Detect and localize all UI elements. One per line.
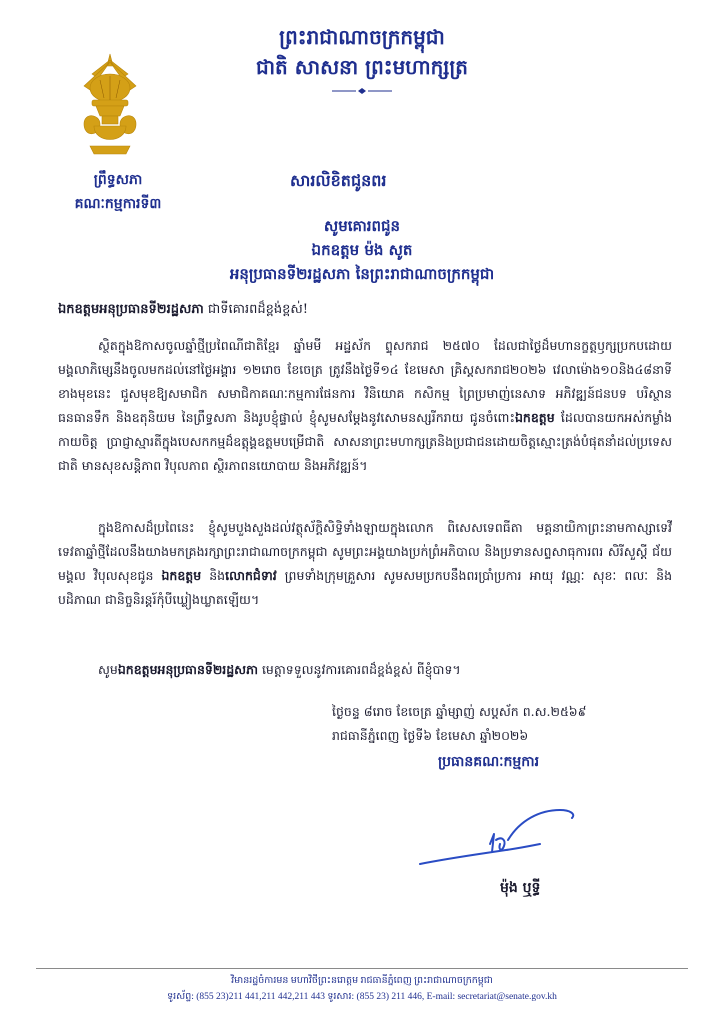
issuing-institution <box>58 168 178 216</box>
institution-name: ព្រឹទ្ធសភា <box>93 172 143 188</box>
paragraph-2-bold-1: ឯកឧត្តម <box>161 568 202 583</box>
paragraph-2-text-mid: និង <box>201 568 226 583</box>
document-title: សារលិខិតជូនពរ <box>290 171 387 190</box>
handwritten-signature <box>410 800 580 870</box>
footer <box>0 973 724 1005</box>
closing-text-b: មេត្តាទទួលនូវការគោរពដ៏ខ្ពង់ខ្ពស់ ពីខ្ញុំបាទ។ <box>257 662 461 677</box>
paragraph-1-text-b: ដែលបានយកអស់កម្លាំង កាយចិត្ត ប្រាជ្ញាស្មារតីក្នុងបេសកកម្មដ៏ឧត្តុង្គឧត្តមបម្រើជាតិ សាសនាព្រះមហាក្សត្រនិងប្រជាជនដោយចិត្តស្មោះត្រង់បំផុតនាំដល់ប្រទេសជាតិ មានសុខសន្តិភាព វិបុលភាព ស្ថិរភាពនយោបាយ និងអភិវឌ្ឍន៍។ <box>58 410 673 473</box>
signer-title: ប្រធានគណៈកម្មការ <box>438 754 540 770</box>
paragraph-2-text-b: ព្រមទាំងក្រុមគ្រួសារ សូមសមប្រកបនឹងពរប្រាំប្រការ អាយុ វណ្ណៈ សុខៈ ពលៈ និងបដិភាណ ជានិច្ចនិរន្តរ៍កុំបីឃ្លៀងឃ្លាតឡើយ។ <box>58 568 673 607</box>
paragraph-1-bold: ឯកឧត្តម <box>514 410 555 425</box>
footer-contact: ទូរស័ព្ទ: (855 23)211 441,211 442,211 443 ទូរសារ: (855 23) 211 446, E-mail: secretariat@senate.gov.kh <box>167 992 557 1002</box>
salutation <box>58 298 672 322</box>
closing-bold: ឯកឧត្តមអនុប្រធានទី២រដ្ឋសភា <box>117 662 258 677</box>
closing-text-a: សូម <box>98 662 118 677</box>
footer-address: វិមានរដ្ឋចំការមន មហាវិថីព្រះនរោត្តម រាជធានីភ្នំពេញ ព្រះរាជាណាចក្រកម្ពុជា <box>231 976 493 986</box>
senate-emblem-icon <box>70 52 150 156</box>
paragraph-2 <box>58 516 672 612</box>
recipient-position: អនុប្រធានទី២រដ្ឋសភា នៃព្រះរាជាណាចក្រកម្ពុជា <box>229 265 495 283</box>
paragraph-1-text-a: ស្ថិតក្នុងឱកាសចូលឆ្នាំថ្មីប្រពៃណីជាតិខ្មែរ ឆ្នាំមមី អដ្ឋស័ក ព្ទុសករាជ ២៥៧០ ដែលជាថ្ងៃដ៏មហានក្ខត្តឫក្សប្រកបដោយមង្គលាភិម្សេនឹងចូលមកដល់នៅថ្ងៃអង្គារ ១២រោច ខែចេត្រ ត្រូវនឹងថ្ងៃទី១៤ ខែមេសា គ្រិស្តសករាជ២០២៦ វេលាម៉ោង១០និង៤៨នាទី ខាងមុខនេះ ជួសមុខឱ្យសមាជិក សមាជិកាគណៈកម្មការផែនការ វិនិយោគ កសិកម្ម ព្រៃប្រមាញ់នេសាទ អភិវឌ្ឍន៍ជនបទ បរិស្ថាន ធនធានទឹក និងឧតុនិយម នៃព្រឹទ្ធសភា និងរូបខ្ញុំផ្ទាល់ ខ្ញុំសូមសម្តែងនូវសោមនស្សរីករាយ ជូនចំពោះ <box>58 338 672 425</box>
recipient-block <box>0 214 724 286</box>
signer-name: ម៉ុង ឬទ្ធី <box>500 880 541 896</box>
footer-divider <box>36 968 688 969</box>
salutation-text: ជាទីគោរពដ៏ខ្ពង់ខ្ពស់! <box>203 302 309 317</box>
salutation-title: ឯកឧត្តមអនុប្រធានទី២រដ្ឋសភា <box>58 302 204 317</box>
date-block <box>332 700 662 748</box>
divider-ornament-icon <box>330 86 394 96</box>
paragraph-2-bold-2: លោកជំទាវ <box>225 568 277 583</box>
kingdom-name: ព្រះរាជាណាចក្រកម្ពុជា <box>279 25 445 49</box>
solar-date: រាជធានីភ្នំពេញ ថ្ងៃទី៦ ខែមេសា ឆ្នាំ២០២៦ <box>332 728 529 743</box>
paragraph-2-text-a: ក្នុងឱកាសដ៏ប្រពៃនេះ ខ្ញុំសូមបួងសួងដល់វត្ថុស័ក្តិសិទ្ធិទាំងឡាយក្នុងលោក ពិសេសទេពធីតា មគ្គនាយិកាព្រះនាមកាស្សាទេវី ទេវតាឆ្នាំថ្មីដែលនឹងយាងមកគ្រងរក្សាព្រះរាជាណាចក្រកម្ពុជា សូមព្រះអង្គយាងប្រក់ព្រំអភិបាល និងប្រទានសព្ទសាធុការពរ សិរីសួស្តី ជ័យមង្គល វិបុលសុខជូន <box>58 520 672 583</box>
commission-name: គណៈកម្មការទី៣ <box>74 196 162 212</box>
national-motto: ជាតិ សាសនា ព្រះមហាក្សត្រ <box>256 55 468 79</box>
lunar-date: ថ្ងៃចន្ទ ៨រោច ខែចេត្រ ឆ្នាំម្សាញ់ សប្តស័ក ព.ស.២៥៦៩ <box>332 704 587 719</box>
recipient-greeting: សូមគោរពជូន <box>323 217 401 235</box>
closing-paragraph <box>58 658 672 682</box>
paragraph-1 <box>58 334 672 478</box>
recipient-name: ឯកឧត្តម ម៉ង សូត <box>311 241 413 259</box>
